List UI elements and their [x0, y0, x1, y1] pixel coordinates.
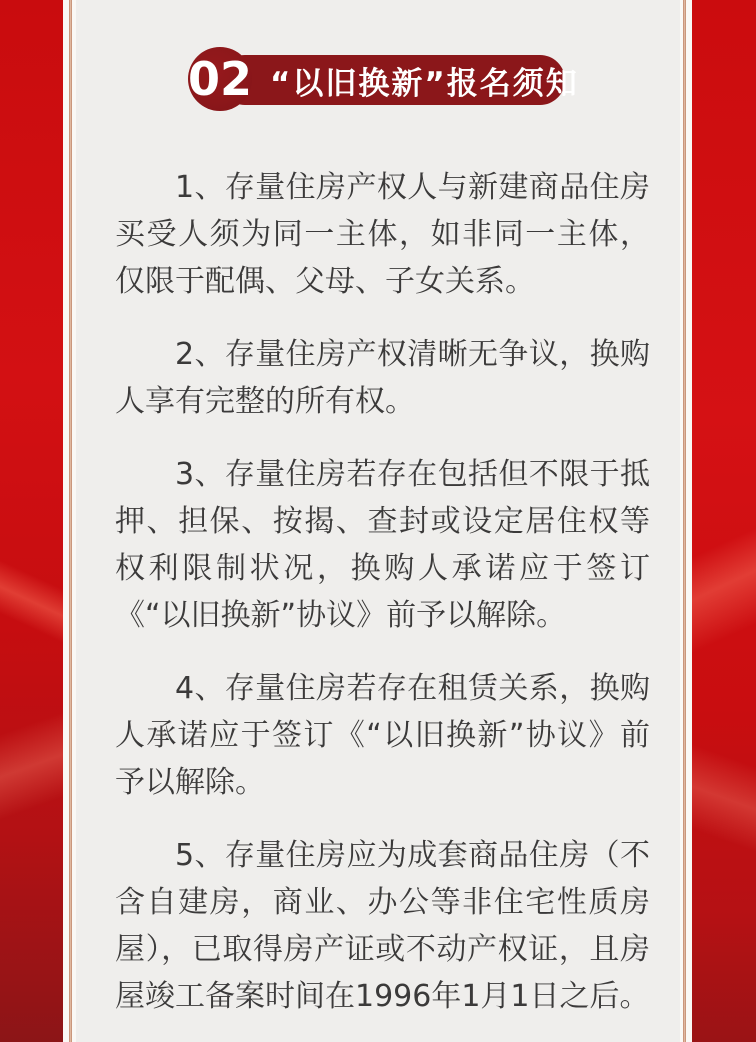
notice-item-2: 2、存量住房产权清晰无争议，换购人享有完整的所有权。: [115, 337, 650, 419]
right-red-band: [692, 0, 756, 1042]
section-title: “以旧换新”报名须知: [270, 65, 579, 102]
content-panel: [76, 0, 680, 1042]
notice-item-5: 5、存量住房应为成套商品住房（不含自建房，商业、办公等非住宅性质房屋），已取得房产证或不动产权证，且房屋竣工备案时间在1996年1月1日之后。: [115, 838, 650, 1014]
left-red-band: [0, 0, 63, 1042]
notice-item-1: 1、存量住房产权人与新建商品住房买受人须为同一主体，如非同一主体，仅限于配偶、父母、子女关系。: [115, 170, 650, 299]
section-number: 02: [188, 52, 253, 106]
left-frame-line: [69, 0, 72, 1042]
right-frame-line: [683, 0, 686, 1042]
notice-list: [115, 164, 650, 1042]
notice-item-3: 3、存量住房若存在包括但不限于抵押、担保、按揭、查封或设定居住权等权利限制状况，换购人承诺应于签订《“以旧换新”协议》前予以解除。: [115, 457, 650, 633]
section-number-badge: [188, 47, 252, 111]
section-title-pill: [220, 55, 579, 105]
notice-item-4: 4、存量住房若存在租赁关系，换购人承诺应于签订《“以旧换新”协议》前予以解除。: [115, 671, 650, 800]
